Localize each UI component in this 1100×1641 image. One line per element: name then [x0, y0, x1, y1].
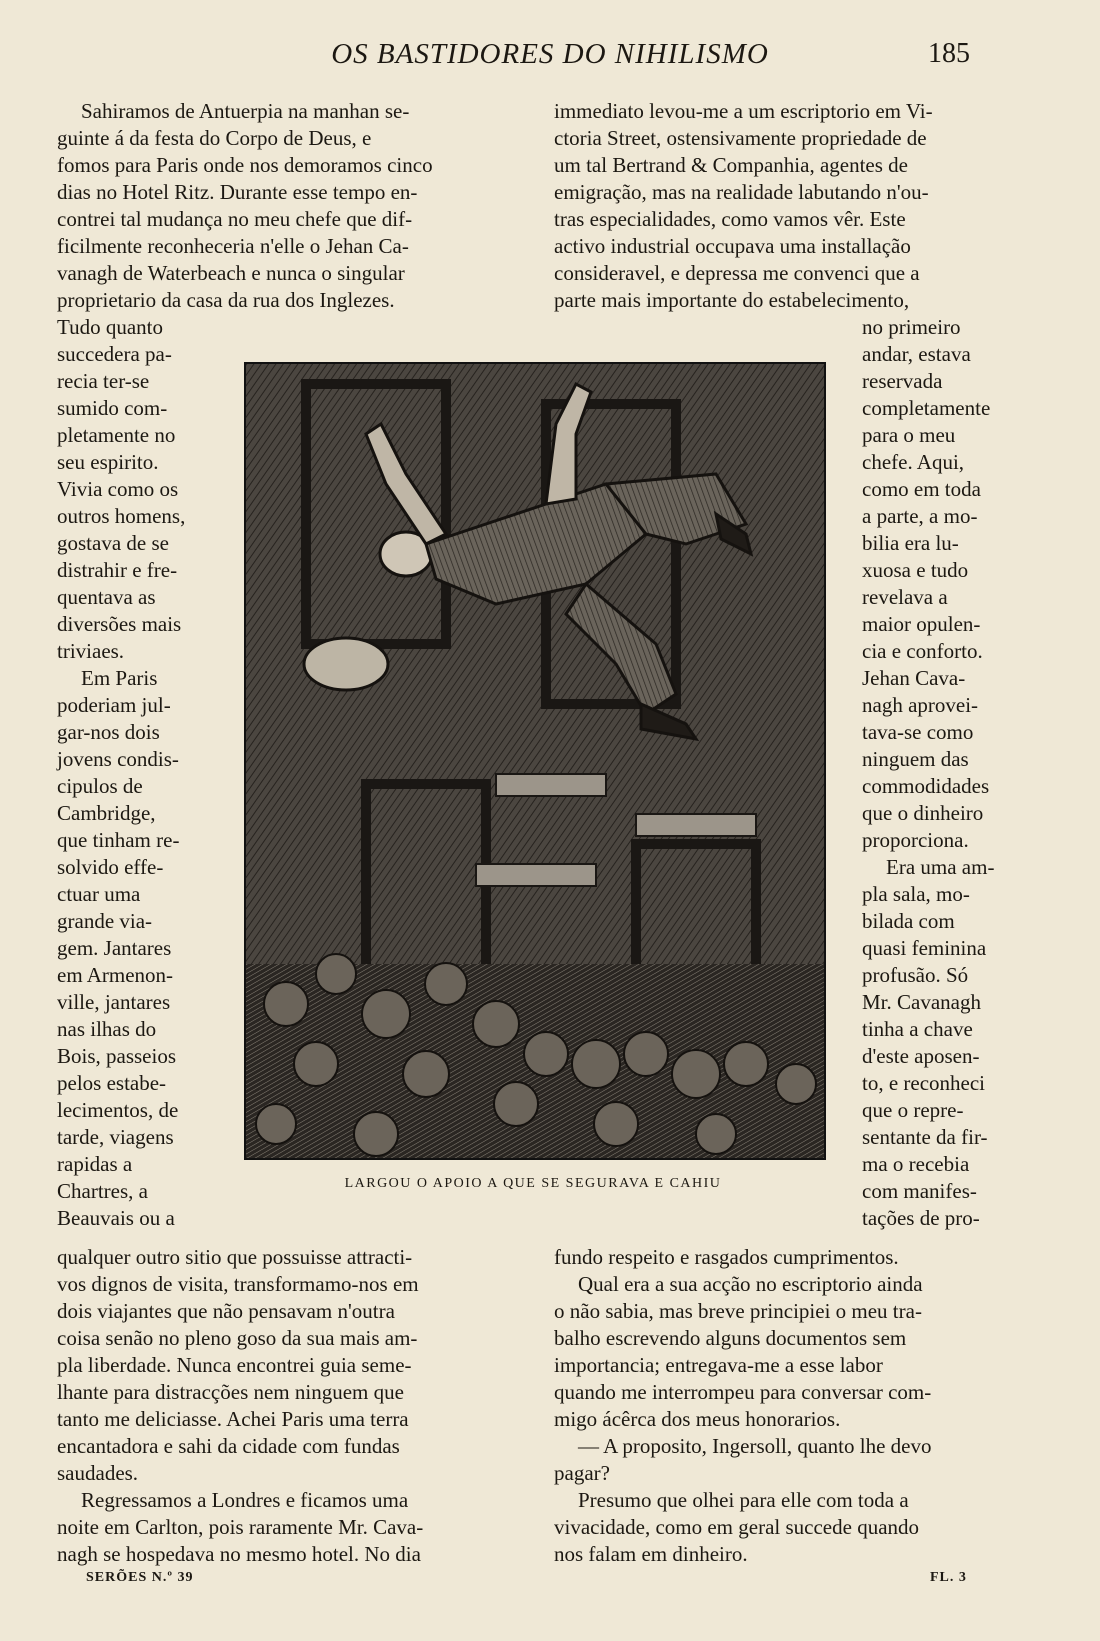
text-line: dois viajantes que não pensavam n'outra	[57, 1299, 395, 1323]
text-line: dias no Hotel Ritz. Durante esse tempo en-	[57, 180, 418, 204]
text-line: tarde, viagens	[57, 1125, 174, 1149]
footer-issue: SERÕES N.º 39	[86, 1570, 194, 1585]
text-line: em Armenon-	[57, 963, 174, 987]
text-line: emigração, mas na realidade labutando n'ou-	[554, 180, 929, 204]
text-line: ficilmente reconheceria n'elle o Jehan Ca-	[57, 234, 409, 258]
text-line: Era uma am-	[886, 855, 995, 879]
text-line: Mr. Cavanagh	[862, 990, 981, 1014]
text-line: quasi feminina	[862, 936, 987, 960]
text-line: bilia era lu-	[862, 531, 959, 555]
text-line: consideravel, e depressa me convenci que a	[554, 261, 920, 285]
text-line: pla sala, mo-	[862, 882, 970, 906]
text-line: Regressamos a Londres e ficamos uma	[81, 1488, 409, 1512]
text-line: Qual era a sua acção no escriptorio ainda	[578, 1272, 923, 1296]
text-line: ninguem das	[862, 747, 969, 771]
text-line: vos dignos de visita, transformamo-nos em	[57, 1272, 419, 1296]
text-line: a parte, a mo-	[862, 504, 978, 528]
text-line: sentante da fir-	[862, 1125, 988, 1149]
text-line: nas ilhas do	[57, 1017, 157, 1041]
text-line: gem. Jantares	[57, 936, 172, 960]
text-line: nagh se hospedava no mesmo hotel. No dia	[57, 1542, 421, 1566]
text-line: com manifes-	[862, 1179, 977, 1203]
text-line: que o repre-	[862, 1098, 964, 1122]
text-line: como em toda	[862, 477, 981, 501]
text-line: vanagh de Waterbeach e nunca o singular	[57, 261, 405, 285]
text-line: que tinham re-	[57, 828, 180, 852]
text-line: solvido effe-	[57, 855, 164, 879]
text-line: andar, estava	[862, 342, 971, 366]
text-line: no primeiro	[862, 315, 961, 339]
page-number: 185	[928, 38, 970, 69]
text-line: migo ácêrca dos meus honorarios.	[554, 1407, 841, 1431]
text-line: Beauvais ou a	[57, 1206, 175, 1230]
left-column-narrow	[57, 314, 202, 1232]
text-line: fundo respeito e rasgados cumprimentos.	[554, 1245, 899, 1269]
left-column-top	[57, 98, 510, 314]
text-line: encantadora e sahi da cidade com fundas	[57, 1434, 400, 1458]
text-line: importancia; entregava-me a esse labor	[554, 1353, 883, 1377]
text-line: Tudo quanto	[57, 315, 163, 339]
text-line: activo industrial occupava uma installação	[554, 234, 911, 258]
text-line: ville, jantares	[57, 990, 171, 1014]
text-line: maior opulen-	[862, 612, 981, 636]
text-line: Presumo que olhei para elle com toda a	[578, 1488, 909, 1512]
text-line: noite em Carlton, pois raramente Mr. Cava-	[57, 1515, 424, 1539]
text-line: diversões mais	[57, 612, 182, 636]
text-line: parte mais importante do estabelecimento,	[554, 288, 910, 312]
text-line: tras especialidades, como vamos vêr. Este	[554, 207, 906, 231]
text-line: pletamente no	[57, 423, 176, 447]
text-line: Cambridge,	[57, 801, 156, 825]
text-line: um tal Bertrand & Companhia, agentes de	[554, 153, 908, 177]
right-column-top	[554, 98, 1010, 314]
footer-sheet: FL. 3	[930, 1570, 967, 1585]
text-line: Bois, passeios	[57, 1044, 177, 1068]
text-line: pagar?	[554, 1461, 610, 1485]
text-line: tanto me deliciasse. Achei Paris uma terra	[57, 1407, 409, 1431]
text-line: coisa senão no pleno goso da sua mais am-	[57, 1326, 418, 1350]
text-line: ma o recebia	[862, 1152, 970, 1176]
text-line: Sahiramos de Antuerpia na manhan se-	[81, 99, 410, 123]
text-line: jovens condis-	[57, 747, 179, 771]
text-line: to, e reconheci	[862, 1071, 986, 1095]
text-line: succedera pa-	[57, 342, 172, 366]
text-line: qualquer outro sitio que possuisse attracti-	[57, 1245, 413, 1269]
text-line: xuosa e tudo	[862, 558, 969, 582]
text-line: para o meu	[862, 423, 956, 447]
text-line: vivacidade, como em geral succede quando	[554, 1515, 920, 1539]
text-line: distrahir e fre-	[57, 558, 178, 582]
text-line: rapidas a	[57, 1152, 133, 1176]
text-line: triviaes.	[57, 639, 125, 663]
falling-hat	[304, 638, 388, 690]
illustration-caption: LARGOU O APOIO A QUE SE SEGURAVA E CAHIU	[344, 1176, 722, 1191]
text-line: guinte á da festa do Corpo de Deus, e	[57, 126, 372, 150]
text-line: nos falam em dinheiro.	[554, 1542, 748, 1566]
text-line: lecimentos, de	[57, 1098, 179, 1122]
right-column-narrow	[862, 314, 1010, 1232]
text-line: lhante para distracções nem ninguem que	[57, 1380, 404, 1404]
text-line: tações de pro-	[862, 1206, 980, 1230]
text-line: gostava de se	[57, 531, 169, 555]
text-line: chefe. Aqui,	[862, 450, 965, 474]
text-line: ctuar uma	[57, 882, 141, 906]
text-line: pla liberdade. Nunca encontrei guia seme-	[57, 1353, 412, 1377]
text-line: cipulos de	[57, 774, 143, 798]
running-title: OS BASTIDORES DO NIHILISMO	[331, 38, 769, 70]
text-line: revelava a	[862, 585, 948, 609]
text-line: fomos para Paris onde nos demoramos cinco	[57, 153, 433, 177]
text-line: seu espirito.	[57, 450, 159, 474]
text-line: pelos estabe-	[57, 1071, 167, 1095]
text-line: tinha a chave	[862, 1017, 973, 1041]
text-line: balho escrevendo alguns documentos sem	[554, 1326, 907, 1350]
text-line: Jehan Cava-	[862, 666, 966, 690]
text-line: tava-se como	[862, 720, 974, 744]
text-line: profusão. Só	[862, 963, 969, 987]
text-line: outros homens,	[57, 504, 186, 528]
text-line: que o dinheiro	[862, 801, 984, 825]
text-line: immediato levou-me a um escriptorio em Vi-	[554, 99, 933, 123]
text-line: commodidades	[862, 774, 990, 798]
text-line: Em Paris	[81, 666, 158, 690]
text-line: Vivia como os	[57, 477, 179, 501]
right-column-bottom	[554, 1244, 1010, 1568]
text-line: completamente	[862, 396, 991, 420]
text-line: o não sabia, mas breve principiei o meu tra-	[554, 1299, 922, 1323]
text-line: proprietario da casa da rua dos Inglezes.	[57, 288, 395, 312]
text-line: quentava as	[57, 585, 156, 609]
text-line: cia e conforto.	[862, 639, 983, 663]
text-line: contrei tal mudança no meu chefe que dif-	[57, 207, 413, 231]
engraving-illustration	[244, 362, 826, 1160]
text-line: saudades.	[57, 1461, 139, 1485]
text-line: gar-nos dois	[57, 720, 160, 744]
text-line: d'este aposen-	[862, 1044, 980, 1068]
text-line: quando me interrompeu para conversar com-	[554, 1380, 932, 1404]
text-line: ctoria Street, ostensivamente propriedade de	[554, 126, 927, 150]
text-line: recia ter-se	[57, 369, 150, 393]
text-line: — A proposito, Ingersoll, quanto lhe devo	[578, 1434, 932, 1458]
text-line: proporciona.	[862, 828, 969, 852]
text-line: grande via-	[57, 909, 153, 933]
text-line: Chartres, a	[57, 1179, 148, 1203]
text-line: bilada com	[862, 909, 955, 933]
text-line: sumido com-	[57, 396, 168, 420]
text-line: nagh aprovei-	[862, 693, 979, 717]
text-line: poderiam jul-	[57, 693, 171, 717]
text-line: reservada	[862, 369, 943, 393]
left-column-bottom	[57, 1244, 510, 1568]
